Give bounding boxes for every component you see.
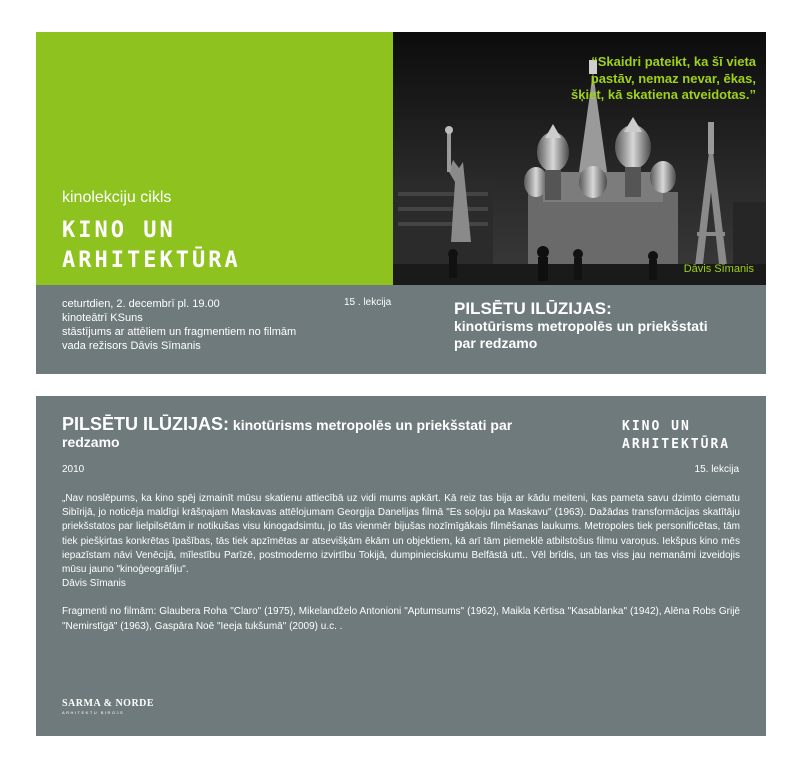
event-host: vada režisors Dāvis Sīmanis <box>62 340 201 352</box>
photo-quote: “Skaidri pateikt, ka šī vieta pastāv, nemaz nevar, ēkas, šķiet, kā skatiena atveidotas.” <box>571 54 756 102</box>
event-info-band <box>36 285 766 374</box>
sponsor-tagline: ARHITEKTU BIROJS <box>62 710 125 715</box>
bottom-flyer <box>36 396 766 736</box>
lecture-number: 15 . lekcija <box>344 297 392 308</box>
brand-line-1: KINO UN <box>62 218 176 243</box>
series-label: kinolekciju cikls <box>62 189 172 206</box>
lecture-heading-main: PILSĒTU ILŪZIJAS: <box>62 414 230 434</box>
lecture-heading-sub: kinotūrisms metropolēs un priekšstati par redzamo <box>62 417 513 450</box>
green-title-panel <box>36 32 393 285</box>
series-brand-small <box>622 418 730 454</box>
event-details <box>62 297 296 353</box>
description-text <box>62 492 740 634</box>
quote-author: Dāvis Sīmanis <box>683 263 754 275</box>
description-author: Dāvis Sīmanis <box>62 578 126 590</box>
brand-line-2: ARHITEKTŪRA <box>62 248 241 273</box>
lecture-number-bottom: 15. lekcija <box>694 464 739 475</box>
brand-small-line-1: KINO UN <box>622 419 691 434</box>
sponsor-name: SARMA & NORDE <box>62 698 155 709</box>
top-flyer <box>36 32 766 374</box>
series-brand <box>62 216 241 276</box>
description-body: „Nav noslēpums, ka kino spēj izmainīt mūsu skatienu attiecībā uz vidi mums apkārt. Kā reiz tas bija ar kādu meiteni, kas pameta savu dzimto ciematu Sibīrijā, jo noticēja maldīgi krāšņajam Maskavas attēlojumam Georgija Danelijas filmā "Es soļoju pa Maskavu" (1963). Dažādas transformācijas skatītāju priekšstatos par lielpilsētām ir notikušas visu kinogadsimtu, jo tās vienmēr bijušas nozīmīgākais filmēšanas laukums. Metropoles tiek personificētas, tām tiek piešķirtas konkrētas īpašības, tās tiek apzīmētas ar atsevišķām ēkām un objektiem, kā arī tām piemeklē atbilstošus filmu varoņus. Iekšpus kino mēs iepazīstam nāvi Venēcijā, mīlestību Parīzē, postmoderno izvirtību Tokijā, dumpinieciskumu Belfāstā utt.. Vēl brīdis, un tas viss jau nemanāmi izveidojis mūsu jauno "kinoģeogrāfiju". <box>62 493 740 576</box>
lecture-title <box>454 299 724 352</box>
sponsor-logo <box>62 698 154 715</box>
event-venue: kinoteātrī KSuns <box>62 312 143 324</box>
lecture-heading <box>62 416 542 451</box>
event-description: stāstījums ar attēliem un fragmentiem no filmām <box>62 326 297 338</box>
city-collage-photo <box>393 32 766 285</box>
year: 2010 <box>62 464 85 475</box>
brand-small-line-2: ARHITEKTŪRA <box>622 437 731 452</box>
film-fragments: Fragmenti no filmām: Glaubera Roha "Claro" (1975), Mikelandželo Antonioni "Aptumsums" (1962), Maikla Kērtisa "Kasablanka" (1942), Alēna Robs Grijē "Nemirstīgā" (1963), Gaspāra Noē "Ieeja tukšumā" (2009) u.c. . <box>62 606 740 632</box>
lecture-title-sub: kinotūrisms metropolēs un priekšstati par redzamo <box>454 318 708 351</box>
event-date: ceturtdien, 2. decembrī pl. 19.00 <box>62 298 220 310</box>
lecture-title-main: PILSĒTU ILŪZIJAS: <box>454 299 612 318</box>
